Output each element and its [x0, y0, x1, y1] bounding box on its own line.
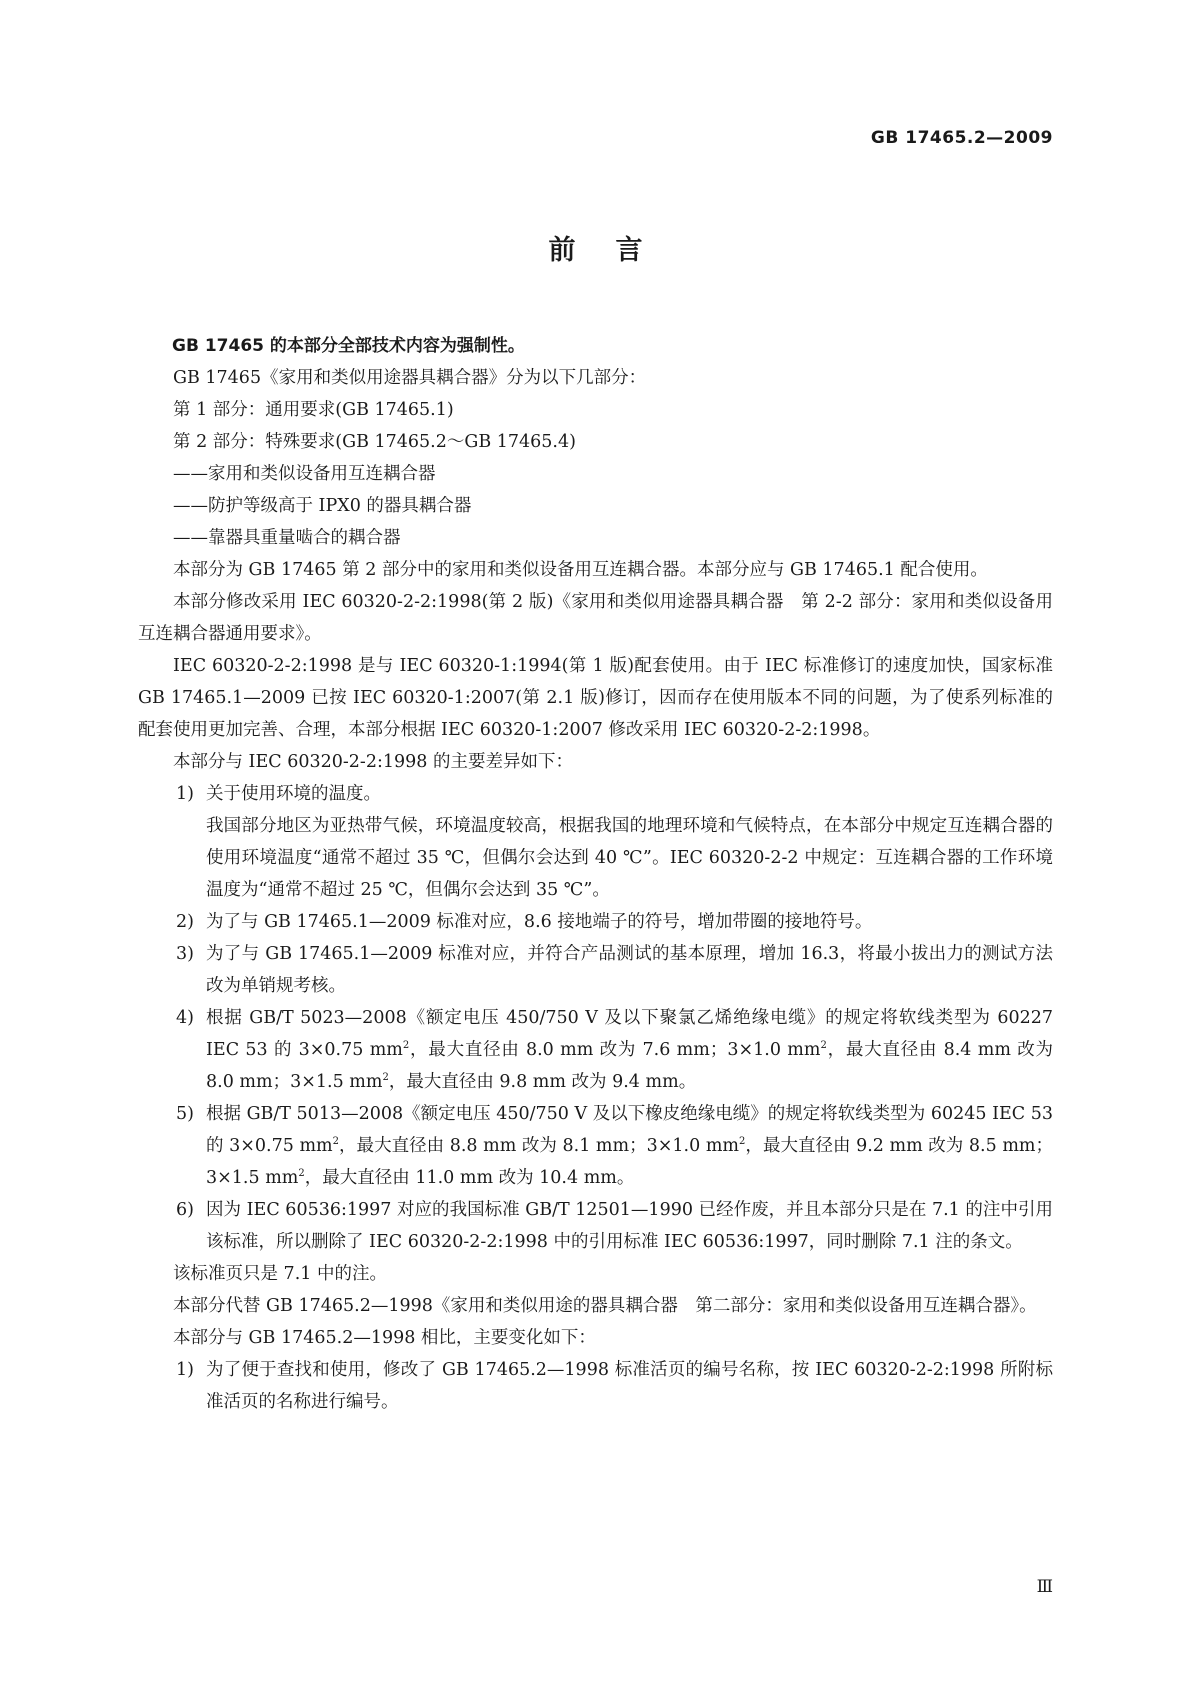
list-text: 关于使用环境的温度。 — [206, 784, 381, 804]
page-number: Ⅲ — [1036, 1577, 1053, 1597]
list-item — [138, 1194, 1053, 1258]
list-text: 为了与 GB 17465.1—2009 标准对应，8.6 接地端子的符号，增加带圈的接地符号。 — [206, 912, 873, 932]
list-text: 因为 IEC 60536:1997 对应的我国标准 GB/T 12501—1990 已经作废，并且本部分只是在 7.1 的注中引用该标准，所以删除了 IEC 60320-2-2:1998 中的引用标准 IEC 60536:1997，同时删除 7.1 注的条文。 — [206, 1200, 1053, 1252]
page-title: 前言 — [548, 235, 683, 266]
list-number: 1) — [176, 784, 194, 804]
paragraph: 本部分与 IEC 60320-2-2:1998 的主要差异如下： — [173, 752, 573, 772]
paragraph: 第 1 部分：通用要求(GB 17465.1) — [173, 400, 454, 420]
list-text: 为了便于查找和使用，修改了 GB 17465.2—1998 标准活页的编号名称，按 IEC 60320-2-2:1998 所附标准活页的名称进行编号。 — [206, 1360, 1053, 1412]
dash-item: ——靠器具重量啮合的耦合器 — [173, 528, 401, 548]
paragraph: 本部分修改采用 IEC 60320-2-2:1998(第 2 版)《家用和类似用途器具耦合器 第 2-2 部分：家用和类似设备用互连耦合器通用要求》。 — [138, 592, 1053, 644]
paragraph: 本部分为 GB 17465 第 2 部分中的家用和类似设备用互连耦合器。本部分应与 GB 17465.1 配合使用。 — [173, 560, 988, 580]
list-number: 5) — [176, 1104, 194, 1124]
list-text: 根据 GB/T 5013—2008《额定电压 450/750 V 及以下橡皮绝缘电缆》的规定将软线类型为 60245 IEC 53 的 3×0.75 $mm^2$，最大直径由 8.8 mm 改为 8.1 mm；3×1.0 $mm^2$，最大直径由 9.2 mm 改为 8.5 mm；3×1.5 $mm^2$，最大直径由 11.0 mm 改为 10.4 mm。 — [206, 1104, 1054, 1188]
list-text: 为了与 GB 17465.1—2009 标准对应，并符合产品测试的基本原理，增加 16.3，将最小拔出力的测试方法改为单销规考核。 — [206, 944, 1053, 996]
dash-item: ——防护等级高于 IPX0 的器具耦合器 — [173, 496, 472, 516]
document-body — [138, 330, 1053, 1418]
list-item — [138, 1354, 1053, 1418]
paragraph: 本部分代替 GB 17465.2—1998《家用和类似用途的器具耦合器 第二部分：家用和类似设备用互连耦合器》。 — [173, 1296, 1037, 1316]
list-item — [138, 1098, 1053, 1194]
dash-item: ——家用和类似设备用互连耦合器 — [173, 464, 436, 484]
paragraph: 该标准页只是 7.1 中的注。 — [173, 1264, 387, 1284]
paragraph: IEC 60320-2-2:1998 是与 IEC 60320-1:1994(第 1 版)配套使用。由于 IEC 标准修订的速度加快，国家标准 GB 17465.1—2009 已按 IEC 60320-1:2007(第 2.1 版)修订，因而存在使用版本不同的问题，为了使系列标准的配套使用更加完善、合理，本部分根据 IEC 60320-1:2007 修改采用 IEC 60320-2-2:1998。 — [138, 656, 1053, 740]
list-number: 2) — [176, 912, 194, 932]
paragraph: GB 17465《家用和类似用途器具耦合器》分为以下几部分： — [173, 368, 647, 388]
list-text: 根据 GB/T 5023—2008《额定电压 450/750 V 及以下聚氯乙烯绝缘电缆》的规定将软线类型为 60227 IEC 53 的 3×0.75 $mm^2$，最大直径由 8.0 mm 改为 7.6 mm；3×1.0 $mm^2$，最大直径由 8.4 mm 改为 8.0 mm；3×1.5 $mm^2$，最大直径由 9.8 mm 改为 9.4 mm。 — [206, 1008, 1054, 1092]
list-item — [138, 938, 1053, 1002]
list-number: 1) — [176, 1360, 194, 1380]
list-item — [138, 778, 1053, 906]
mandatory-statement: GB 17465 的本部分全部技术内容为强制性。 — [172, 336, 525, 356]
list-number: 3) — [176, 944, 194, 964]
list-detail: 我国部分地区为亚热带气候，环境温度较高，根据我国的地理环境和气候特点，在本部分中规定互连耦合器的使用环境温度“通常不超过 35 ℃，但偶尔会达到 40 ℃”。IEC 60320-2-2 中规定：互连耦合器的工作环境温度为“通常不超过 25 ℃，但偶尔会达到 35 ℃”。 — [206, 816, 1053, 900]
paragraph: 本部分与 GB 17465.2—1998 相比，主要变化如下： — [173, 1328, 596, 1348]
list-number: 6) — [176, 1200, 194, 1220]
standard-number: GB 17465.2—2009 — [870, 128, 1053, 148]
list-item — [138, 906, 1053, 938]
paragraph: 第 2 部分：特殊要求(GB 17465.2～GB 17465.4) — [173, 432, 576, 452]
list-item — [138, 1002, 1053, 1098]
list-number: 4) — [176, 1008, 194, 1028]
